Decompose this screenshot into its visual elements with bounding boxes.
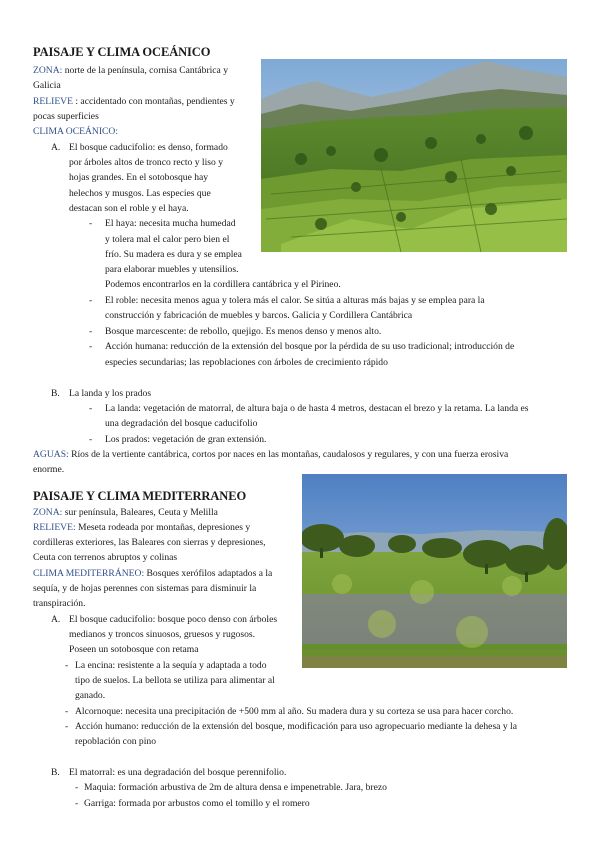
relieve-line [33,94,235,110]
zona-text: norte de la península, cornisa Cantábrica y [62,65,229,76]
landa-prados-title: La landa y los prados [69,388,152,399]
bosque-caducifolio-line-4: helechos y musgos. Las especies que [69,188,211,199]
marcescente-line: Bosque marcescente: de rebollo, quejigo. Es menos denso y menos alto. [105,326,382,337]
aguas-line [33,447,508,463]
landa-line-2: una degradación del bosque caducifolio [105,418,258,429]
bullet-dash: - [65,706,69,717]
relieve-text: : accidentado con montañas, pendientes y [72,96,235,107]
aguas-label: AGUAS: [33,449,69,460]
matorral-line: El matorral: es una degradación del bosque perennifolio. [69,767,287,778]
accion-humana-line-2: especies secundarias; las repoblaciones con árboles de crecimiento rápido [105,357,388,368]
bosque-med-line-2: medianos y troncos sinuosos, gruesos y rugosos. [69,629,256,640]
aguas-text-2: enorme. [33,464,65,475]
haya-line-2: y tolera mal el calor pero bien el [105,234,230,245]
accion-humano-line-1: Acción humano: reducción de la extensión del bosque, modificación para uso agropecuario mediante la dehesa y la [75,721,517,732]
list-marker-a-2: A. [51,614,61,625]
list-marker-b-2: B. [51,767,60,778]
bullet-dash: - [89,218,93,229]
bullet-dash: - [89,326,93,337]
relieve-text-med-2: cordilleras exteriores, las Baleares con sierras y depresiones, [33,537,266,548]
bosque-caducifolio-line-1: El bosque caducifolio: es denso, formado [69,142,228,153]
relieve-label: RELIEVE [33,96,73,107]
alcornoque-line: Alcornoque: necesita una precipitación de +500 mm al año. Su madera dura y su corteza se usa para hacer corcho. [75,706,514,717]
maquia-line: Maquia: formación arbustiva de 2m de altura densa e impenetrable. Jara, brezo [84,782,387,793]
zona-text-2: Galicia [33,80,61,91]
bullet-dash: - [75,798,79,809]
section-title-mediterranean: PAISAJE Y CLIMA MEDITERRANEO [33,489,247,503]
bullet-dash: - [65,660,69,671]
zona-label-2: ZONA: [33,507,63,518]
section-title-oceanic: PAISAJE Y CLIMA OCEÁNICO [33,45,211,59]
clima-text-med-3: transpiración. [33,598,86,609]
landa-line-1: La landa: vegetación de matorral, de altura baja o de hasta 4 metros, destacan el brezo y la retama. La landa es [105,403,529,414]
haya-line-5: Podemos encontrarlos en la cordillera cantábrica y el Pirineo. [105,279,341,290]
bullet-dash: - [89,434,93,445]
clima-line-2 [33,566,272,582]
photo-oceanic-landscape [261,59,567,252]
encina-line-1: La encina: resistente a la sequía y adaptada a todo [75,660,267,671]
accion-humana-line-1: Acción humana: reducción de la extensión del bosque por la pérdida de su uso tradicional; introducción de [105,341,515,352]
clima-label-2: CLIMA MEDITERRÁNEO: [33,568,145,579]
clima-text-med: Bosques xerófilos adaptados a la [144,568,273,579]
clima-label: CLIMA OCEÁNICO: [33,126,119,137]
zona-line [33,63,228,79]
haya-line-4: para elaborar muebles y utensilios. [105,264,239,275]
bosque-med-line-1: El bosque caducifolio: bosque poco denso con árboles [69,614,278,625]
bullet-dash: - [89,403,93,414]
bullet-dash: - [65,721,69,732]
zona-text-med: sur península, Baleares, Ceuta y Melilla [62,507,218,518]
bosque-caducifolio-line-3: hojas grandes. En el sotobosque hay [69,172,209,183]
relieve-text-med-3: Ceuta con terrenos abruptos y colinas [33,552,178,563]
encina-line-2: tipo de suelos. La bellota se utiliza para alimentar al [75,675,275,686]
roble-line-1: El roble: necesita menos agua y tolera más el calor. Se sitúa a alturas más bajas y se emplea para la [105,295,485,306]
haya-line-3: frío. Su madera es dura y se emplea [105,249,242,260]
list-marker-b: B. [51,388,60,399]
bullet-dash: - [75,782,79,793]
garriga-line: Garriga: formada por arbustos como el tomillo y el romero [84,798,310,809]
relieve-text-2: pocas superficies [33,111,99,122]
haya-line-1: El haya: necesita mucha humedad [105,218,236,229]
bosque-caducifolio-line-5: destacan son el roble y el haya. [69,203,189,214]
aguas-text: Ríos de la vertiente cantábrica, cortos por naces en las montañas, caudalosos y regulares, y con una fuerza erosiva [68,449,509,460]
bosque-caducifolio-line-2: por árboles altos de tronco recto y liso y [69,157,223,168]
zona-label: ZONA: [33,65,63,76]
relieve-line-2 [33,520,250,536]
zona-line-2 [33,505,218,521]
bullet-dash: - [89,295,93,306]
prados-line: Los prados: vegetación de gran extensión. [105,434,267,445]
bosque-med-line-3: Poseen un sotobosque con retama [69,644,199,655]
list-marker-a: A. [51,142,61,153]
encina-line-3: ganado. [75,690,106,701]
accion-humano-line-2: repoblación con pino [75,736,156,747]
bullet-dash: - [89,341,93,352]
clima-text-med-2: sequía, y de hojas perennes con sistemas para disminuir la [33,583,257,594]
relieve-text-med: Meseta rodeada por montañas, depresiones y [75,522,251,533]
relieve-label-2: RELIEVE: [33,522,76,533]
photo-mediterranean-landscape [302,474,567,668]
roble-line-2: construcción y fabricación de muebles y barcos. Galicia y Cordillera Cantábrica [105,310,413,321]
